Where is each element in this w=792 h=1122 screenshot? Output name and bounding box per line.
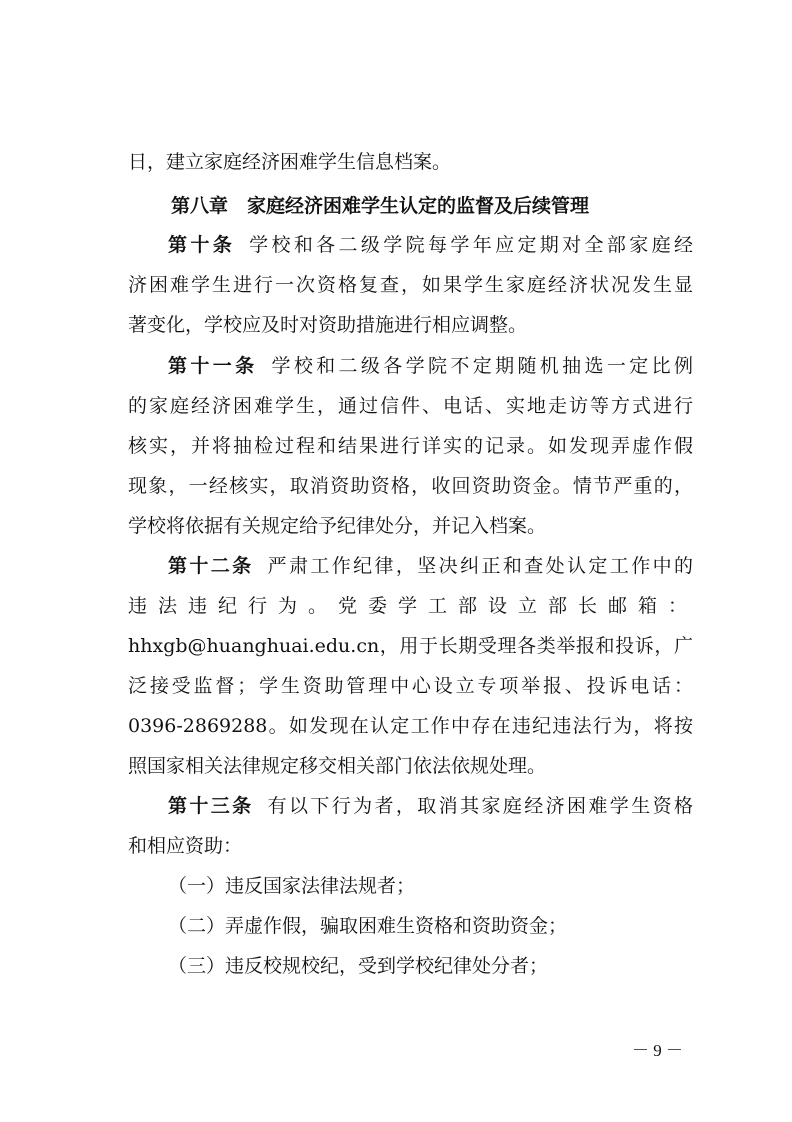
article-10-line-2: 济困难学生进行一次资格复查，如果学生家庭经济状况发生显 (128, 274, 693, 296)
article-11-line-2: 的家庭经济困难学生，通过信件、电话、实地走访等方式进行 (128, 395, 693, 417)
page-number: － 9 － (632, 1041, 683, 1060)
article-10-line-1 (168, 232, 693, 258)
article-11-text-1: 学校和二级各学院不定期随机抽选一定比例 (271, 355, 693, 377)
list-item-3: （三）违反校规校纪，受到学校纪律处分者； (168, 955, 549, 977)
article-12-label: 第十二条 (168, 555, 254, 577)
list-item-1: （一）违反国家法律法规者； (168, 875, 416, 897)
paragraph-line: 日，建立家庭经济困难学生信息档案。 (128, 151, 452, 173)
article-10-label: 第十条 (168, 234, 236, 256)
article-13-line-1 (168, 793, 693, 819)
article-12-text-1: 严肃工作纪律，坚决纠正和查处认定工作中的 (267, 555, 693, 577)
article-12-line-3: hhxgb@huanghuai.edu.cn，用于长期受理各类举报和投诉，广 (128, 635, 693, 657)
article-12-line-6: 照国家相关法律规定移交相关部门依法依规处理。 (128, 755, 547, 777)
article-11-line-4: 现象，一经核实，取消资助资格，收回资助资金。情节严重的， (128, 475, 693, 497)
chapter-heading: 第八章 家庭经济困难学生认定的监督及后续管理 (171, 195, 590, 217)
article-11-label: 第十一条 (168, 355, 258, 377)
list-item-2: （二）弄虚作假，骗取困难生资格和资助资金； (168, 915, 568, 937)
article-13-line-2: 和相应资助： (128, 835, 243, 857)
article-12-line-5: 0396-2869288。如发现在认定工作中存在违纪违法行为，将按 (128, 715, 693, 737)
article-13-label: 第十三条 (168, 795, 254, 817)
article-11-line-3: 核实，并将抽检过程和结果进行详实的记录。如发现弄虚作假 (128, 435, 693, 457)
article-11-line-5: 学校将依据有关规定给予纪律处分，并记入档案。 (128, 515, 547, 537)
article-12-line-1 (168, 553, 693, 579)
article-12-line-4: 泛接受监督；学生资助管理中心设立专项举报、投诉电话： (128, 675, 693, 697)
article-10-line-3: 著变化，学校应及时对资助措施进行相应调整。 (128, 314, 528, 336)
article-13-text-1: 有以下行为者，取消其家庭经济困难学生资格 (267, 795, 693, 817)
article-10-text-1: 学校和各二级学院每学年应定期对全部家庭经 (249, 234, 693, 256)
article-11-line-1 (168, 353, 693, 379)
article-12-line-2: 违法违纪行为。党委学工部设立部长邮箱： (128, 595, 693, 617)
